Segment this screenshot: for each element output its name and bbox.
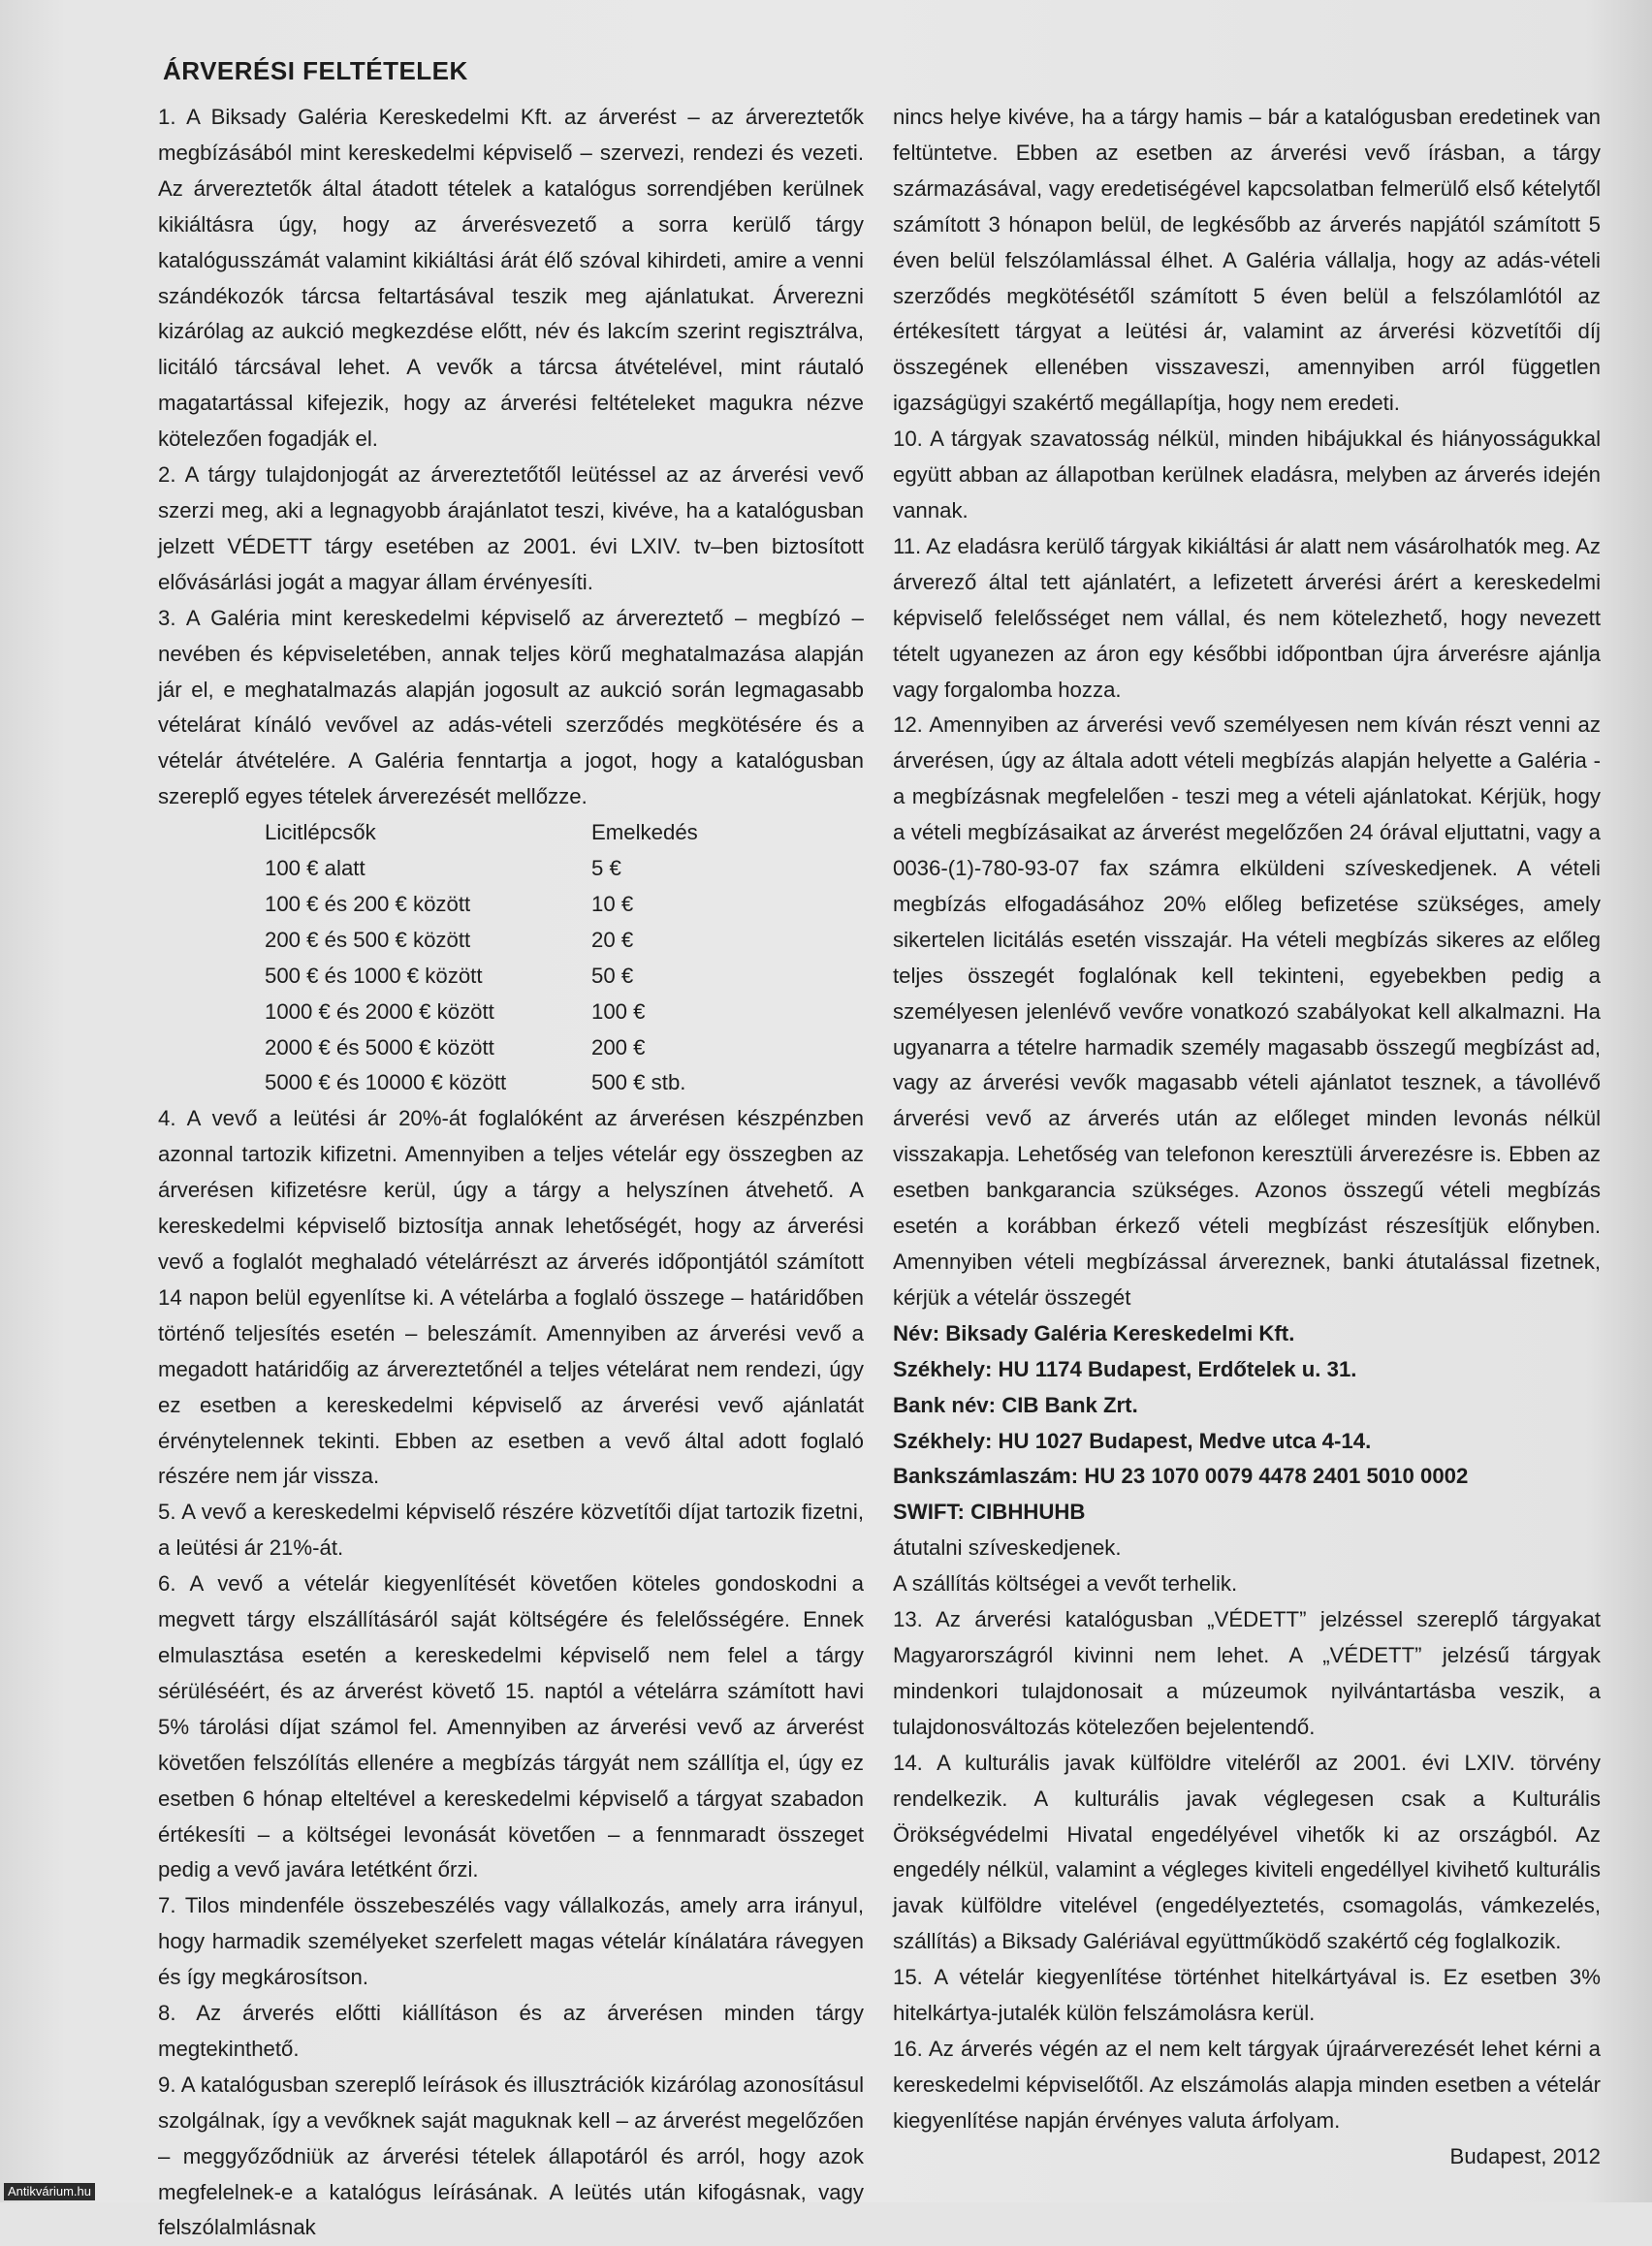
table-row xyxy=(265,1030,698,1066)
left-column xyxy=(158,100,864,2246)
step-range: 100 € alatt xyxy=(265,856,365,881)
table-header-row xyxy=(265,815,698,851)
step-range: 200 € és 500 € között xyxy=(265,927,471,952)
step-increment: 200 € xyxy=(591,1034,646,1060)
step-range: 1000 € és 2000 € között xyxy=(265,998,494,1024)
step-range: 2000 € és 5000 € között xyxy=(265,1034,494,1060)
condition-5: 5. A vevő a kereskedelmi képviselő részére közvetítői díjat tartozik fizetni, a leütési ár 21%-át. xyxy=(158,1500,864,1561)
condition-6: 6. A vevő a vételár kiegyenlítését követően köteles gondoskodni a megvett tárgy elszállításáról saját költségére és felelősségére. Ennek elmulasztása esetén a kereskedelmi képviselő nem felel a tárgy sérüléséért, és az árverést követő 15. naptól a vételárra számított havi 5% tárolási díjat számol fel. Amennyiben az árverési vevő az árverést követően felszólítás ellenére a megbízás tárgyát nem szállítja el, úgy ez esetben 6 hónap elteltével a kereskedelmi képviselő a tárgyat szabadon értékesíti – a költségei levonását követően – a fennmaradt összeget pedig a vevő javára letétként őrzi. xyxy=(158,1571,864,1882)
condition-12: 12. Amennyiben az árverési vevő személyesen nem kíván részt venni az árverésen, úgy az általa adott vételi megbízás alapján helyette a Galéria - a megbízásnak megfelelően - teszi meg a vételi ajánlatokat. Kérjük, hogy a vételi megbízásaikat az árverést megelőzően 24 órával eljuttatni, vagy a 0036-(1)-780-93-07 fax számra elküldeni szíveskedjenek. A vételi megbízás elfogadásához 20% előleg befizetése szükséges, amely sikertelen licitálás esetén visszajár. Ha vételi megbízás sikeres az előleg teljes összegét foglalónak kell tekinteni, egyebekben pedig a személyesen jelenlévő vevőre vonatkozó szabályokat kell alkalmazni. Ha ugyanarra a tételre harmadik személy magasabb összegű megbízást ad, vagy az árverési vevők magasabb vételi ajánlatot tesznek, a távollévő árverési vevő az árverés után az előleget minden levonás nélkül visszakapja. Lehetőség van telefonon keresztüli árverezésre is. Ebben az esetben bankgarancia szükséges. Azonos összegű vételi megbízás esetén a korábban érkező vételi megbízást részesítjük előnyben. Amennyiben vételi megbízással árvereznek, banki átutalással fizetnek, kérjük a vételár összegét xyxy=(893,712,1601,1310)
bank-swift: SWIFT: CIBHHUHB xyxy=(893,1500,1086,1525)
condition-7: 7. Tilos mindenféle összebeszélés vagy vállalkozás, amely arra irányul, hogy harmadik személyeket szerfelett magas vételár kínálatára rávegyen és így megkárosítson. xyxy=(158,1893,864,1990)
table-row xyxy=(265,923,698,959)
condition-10: 10. A tárgyak szavatosság nélkül, minden hibájukkal és hiányosságukkal együtt abban az állapotban kerülnek eladásra, melyben az árverés idején vannak. xyxy=(893,427,1601,522)
bank-address: Székhely: HU 1027 Budapest, Medve utca 4-14. xyxy=(893,1428,1372,1453)
condition-15: 15. A vételár kiegyenlítése történhet hitelkártyával is. Ez esetben 3% hitelkártya-jutalék külön felszámolásra kerül. xyxy=(893,1965,1601,2026)
condition-3: 3. A Galéria mint kereskedelmi képviselő az árvereztető – megbízó – nevében és képviseletében, annak teljes körű meghatalmazása alapján jár el, e meghatalmazás alapján jogosult az aukció során legmagasabb vételárat kínáló vevővel az adás-vételi szerződés megkötésére és a vételár átvételére. A Galéria fenntartja a jogot, hogy a katalógusban szereplő egyes tételek árverezését mellőzze. xyxy=(158,605,864,809)
bank-name: Bank név: CIB Bank Zrt. xyxy=(893,1392,1138,1417)
step-increment: 100 € xyxy=(591,998,646,1024)
step-range: 100 € és 200 € között xyxy=(265,891,471,916)
step-increment: 20 € xyxy=(591,927,634,952)
watermark: Antikvárium.hu xyxy=(4,2183,95,2200)
condition-16: 16. Az árverés végén az el nem kelt tárgyak újraárverezését lehet kérni a kereskedelmi képviselőtől. Az elszámolás alapja minden esetben a vételár kiegyenlítése napján érvényes valuta árfolyam. xyxy=(893,2036,1601,2133)
bank-account-number: Bankszámlaszám: HU 23 1070 0079 4478 2401 5010 0002 xyxy=(893,1464,1469,1489)
page-title: ÁRVERÉSI FELTÉTELEK xyxy=(163,56,468,85)
column-header-increment: Emelkedés xyxy=(591,820,698,845)
column-header-steps: Licitlépcsők xyxy=(265,820,376,845)
step-increment: 50 € xyxy=(591,963,634,988)
transfer-note: átutalni szíveskedjenek. xyxy=(893,1535,1122,1561)
place-date-signoff: Budapest, 2012 xyxy=(1449,2143,1601,2168)
condition-9: 9. A katalógusban szereplő leírások és illusztrációk kizárólag azonosításul szolgálnak, így a vevőknek saját maguknak kell – az árverést megelőzően – meggyőződniük az árverési tételek állapotáról és arról, hogy azok megfelelnek-e a katalógus leírásának. A leütés után kifogásnak, vagy felszólalmlásnak xyxy=(158,2072,864,2240)
condition-2: 2. A tárgy tulajdonjogát az árvereztetőtől leütéssel az az árverési vevő szerzi meg, aki a legnagyobb árajánlatot teszi, kivéve, ha a katalógusban jelzett VÉDETT tárgy esetében az 2001. évi LXIV. tv–ben biztosított elővásárlási jogát a magyar állam érvényesíti. xyxy=(158,462,864,594)
step-range: 5000 € és 10000 € között xyxy=(265,1070,507,1095)
table-row xyxy=(265,887,698,923)
bank-company-name: Név: Biksady Galéria Kereskedelmi Kft. xyxy=(893,1320,1295,1345)
bank-company-address: Székhely: HU 1174 Budapest, Erdőtelek u. 31. xyxy=(893,1356,1357,1381)
condition-1: 1. A Biksady Galéria Kereskedelmi Kft. az árverést – az árvereztetők megbízásából mint kereskedelmi képviselő – szervezi, rendezi és vezeti. Az árvereztetők által átadott tételek a katalógus sorrendjében kerülnek kikiáltásra úgy, hogy az árverésvezető a sorra kerülő tárgy katalógusszámát valamint kikiáltási árát élő szóval kihirdeti, amire a venni szándékozók tárcsa feltartásával teszik meg ajánlatukat. Árverezni kizárólag az aukció megkezdése előtt, név és lakcím szerint regisztrálva, licitáló tárcsával lehet. A vevők a tárcsa átvételével, mint ráutaló magatartással kifejezik, hogy az árverési feltételeket magukra nézve kötelezően fogadják el. xyxy=(158,105,864,452)
step-increment: 10 € xyxy=(591,891,634,916)
condition-11: 11. Az eladásra kerülő tárgyak kikiáltási ár alatt nem vásárolhatók meg. Az árverező által tett ajánlatért, a lefizetett árverési árért a kereskedelmi képviselő felelősséget nem vállal, és nem kötelezhető, hogy nevezett tételt ugyanezen az áron egy későbbi időpontban újra árverésre ajánlja vagy forgalomba hozza. xyxy=(893,533,1601,702)
step-range: 500 € és 1000 € között xyxy=(265,963,483,988)
condition-14: 14. A kulturális javak külföldre viteléről az 2001. évi LXIV. törvény rendelkezik. A kulturális javak véglegesen csak a Kulturális Örökségvédelmi Hivatal engedélyével vihetők ki az országból. Az engedély nélkül, valamint a végleges kiviteli engedéllyel kivihető kulturális javak külföldre vitelével (engedélyeztetés, csomagolás, vámkezelés, szállítás) a Biksady Galériával együttműködő szakértő cég foglalkozik. xyxy=(893,1750,1601,1954)
bid-increment-table xyxy=(265,815,698,1101)
step-increment: 500 € stb. xyxy=(591,1070,686,1095)
shipping-note: A szállítás költségei a vevőt terhelik. xyxy=(893,1571,1238,1597)
table-row xyxy=(265,959,698,995)
table-row xyxy=(265,1065,698,1101)
condition-13: 13. Az árverési katalógusban „VÉDETT” jelzéssel szereplő tárgyakat Magyarországról kivinni nem lehet. A „VÉDETT” jelzésű tárgyak mindenkori tulajdonosait a múzeumok nyilvántartásba veszik, a tulajdonosváltozás kötelezően bejelentendő. xyxy=(893,1607,1601,1739)
right-column xyxy=(893,100,1601,2175)
condition-4: 4. A vevő a leütési ár 20%-át foglalóként az árverésen készpénzben azonnal tartozik kifizetni. Amennyiben a teljes vételár egy összegben az árverésen kifizetésre kerül, úgy a tárgy a helyszínen átvehető. A kereskedelmi képviselő biztosítja annak lehetőségét, hogy az árverési vevő a foglalót meghaladó vételárrészt az árverés időpontjától számított 14 napon belül egyenlítse ki. A vételárba a foglaló összege – határidőben történő teljesítés esetén – beleszámít. Amennyiben az árverési vevő a megadott határidőig az árvereztetőnél a teljes vételárat nem rendezi, úgy ez esetben a kereskedelmi képviselő az árverési vevő ajánlatát érvénytelennek tekinti. Ebben az esetben a vevő által adott foglaló részére nem jár vissza. xyxy=(158,1106,864,1489)
table-row xyxy=(265,851,698,887)
table-row xyxy=(265,995,698,1030)
step-increment: 5 € xyxy=(591,856,621,881)
condition-9-continued: nincs helye kivéve, ha a tárgy hamis – bár a katalógusban eredetinek van feltüntetve. Ebben az esetben az árverési vevő írásban, a tárgy származásával, vagy eredetiségével kapcsolatban felmerülő első kételytől számított 3 hónapon belül, de legkésőbb az árverés napjától számított 5 éven belül felszólamlással élhet. A Galéria vállalja, hogy az adás-vételi szerződés megkötésétől számított 5 éven belül a felszólamlótól az értékesített tárgyat a leütési ár, valamint az árverési közvetítői díj összegének ellenében visszaveszi, amennyiben arról független igazságügyi szakértő megállapítja, hogy nem eredeti. xyxy=(893,105,1601,416)
condition-8: 8. Az árverés előtti kiállításon és az árverésen minden tárgy megtekinthető. xyxy=(158,2001,864,2061)
